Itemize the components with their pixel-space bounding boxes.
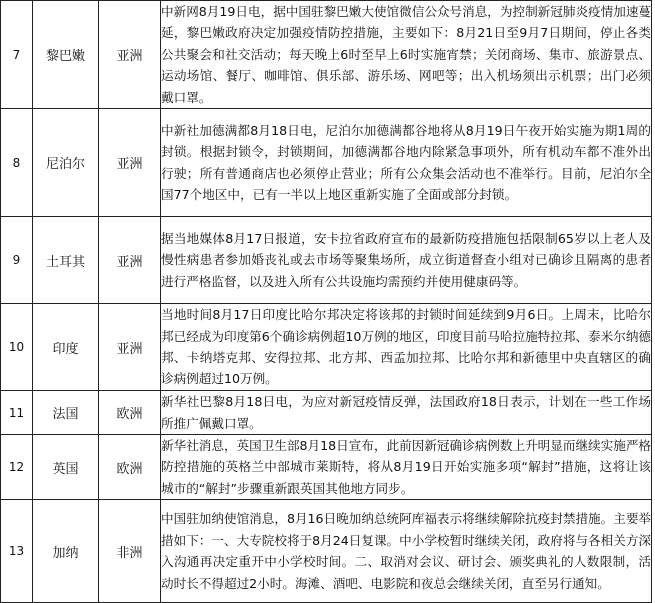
measure-text: 当地时间8月17日印度比哈尔邦决定将该邦的封锁时间延续到9月6日。上周末，比哈尔邦已经成为印度第6个确诊病例超10万例的地区，印度目前马哈拉施特拉邦、泰米尔纳德邦、卡纳塔克邦、安得拉邦、北方邦、西孟加拉邦、比哈尔邦和新德里中央直辖区的确诊病例超过10万例。 <box>161 304 652 391</box>
continent-name: 亚洲 <box>99 217 161 304</box>
measure-text: 中国驻加纳使馆消息，8月16日晚加纳总统阿库福表示将继续解除抗疫封禁措施。主要举措如下：一、大专院校将于8月24日复课。中小学校暂时继续关闭，政府将与各相关方深入沟通再决定重开中小学校时间。二、取消对会议、研讨会、颁奖典礼的人数限制，活动时长不得超过2小时。海滩、酒吧、电影院和夜总会继续关闭，直至另行通知。 <box>161 500 652 603</box>
measure-text: 新华社消息，英国卫生部8月18日宣布，此前因新冠确诊病例数上升明显而继续实施严格防控措施的英格兰中部城市莱斯特，将从8月19日开始实施多项“解封”措施，这将让该城市的“解封”步骤重新跟英国其他地方同步。 <box>161 435 652 500</box>
country-name: 印度 <box>33 304 99 391</box>
table-row <box>1 217 652 304</box>
country-name: 黎巴嫩 <box>33 1 99 109</box>
country-name: 法国 <box>33 391 99 435</box>
country-name: 加纳 <box>33 500 99 603</box>
continent-name: 非洲 <box>99 500 161 603</box>
row-number: 9 <box>1 217 33 304</box>
measure-text: 中新社加德满都8月18日电，尼泊尔加德满都谷地将从8月19日午夜开始实施为期1周的封锁。根据封锁令，封锁期间，加德满都谷地内除紧急事项外，所有机动车都不准外出行驶；所有普通商店也必须停止营业；所有公众集会活动也不准举行。目前，尼泊尔全国77个地区中，已有一半以上地区重新实施了全面或部分封锁。 <box>161 109 652 217</box>
continent-name: 亚洲 <box>99 109 161 217</box>
country-name: 尼泊尔 <box>33 109 99 217</box>
continent-name: 欧洲 <box>99 435 161 500</box>
table-row <box>1 391 652 435</box>
table-row <box>1 435 652 500</box>
row-number: 10 <box>1 304 33 391</box>
row-number: 13 <box>1 500 33 603</box>
table-row <box>1 304 652 391</box>
measure-text: 新华社巴黎8月18日电，为应对新冠疫情反弹，法国政府18日表示，计划在一些工作场所推广佩戴口罩。 <box>161 391 652 435</box>
country-name: 土耳其 <box>33 217 99 304</box>
continent-name: 亚洲 <box>99 304 161 391</box>
row-number: 12 <box>1 435 33 500</box>
country-name: 英国 <box>33 435 99 500</box>
measure-text: 中新网8月19日电，据中国驻黎巴嫩大使馆微信公众号消息，为控制新冠肺炎疫情加速蔓延，黎巴嫩政府决定加强疫情防控措施，主要如下：8月21日至9月7日期间，停止各类公共聚会和社交活动；每天晚上6时至早上6时实施宵禁；关闭商场、集市、旅游景点、运动场馆、餐厅、咖啡馆、俱乐部、游乐场、网吧等；出入机场须出示机票；出门必须戴口罩。 <box>161 1 652 109</box>
table-row <box>1 500 652 603</box>
continent-name: 欧洲 <box>99 391 161 435</box>
row-number: 7 <box>1 1 33 109</box>
table-row <box>1 109 652 217</box>
row-number: 11 <box>1 391 33 435</box>
table-row <box>1 1 652 109</box>
row-number: 8 <box>1 109 33 217</box>
continent-name: 亚洲 <box>99 1 161 109</box>
measure-text: 据当地媒体8月17日报道，安卡拉省政府宣布的最新防疫措施包括限制65岁以上老人及慢性病患者参加婚丧礼或去市场等聚集场所，成立街道督查小组对已确诊且隔离的患者进行严格监督，以及进入所有公共设施均需预约并使用健康码等。 <box>161 217 652 304</box>
